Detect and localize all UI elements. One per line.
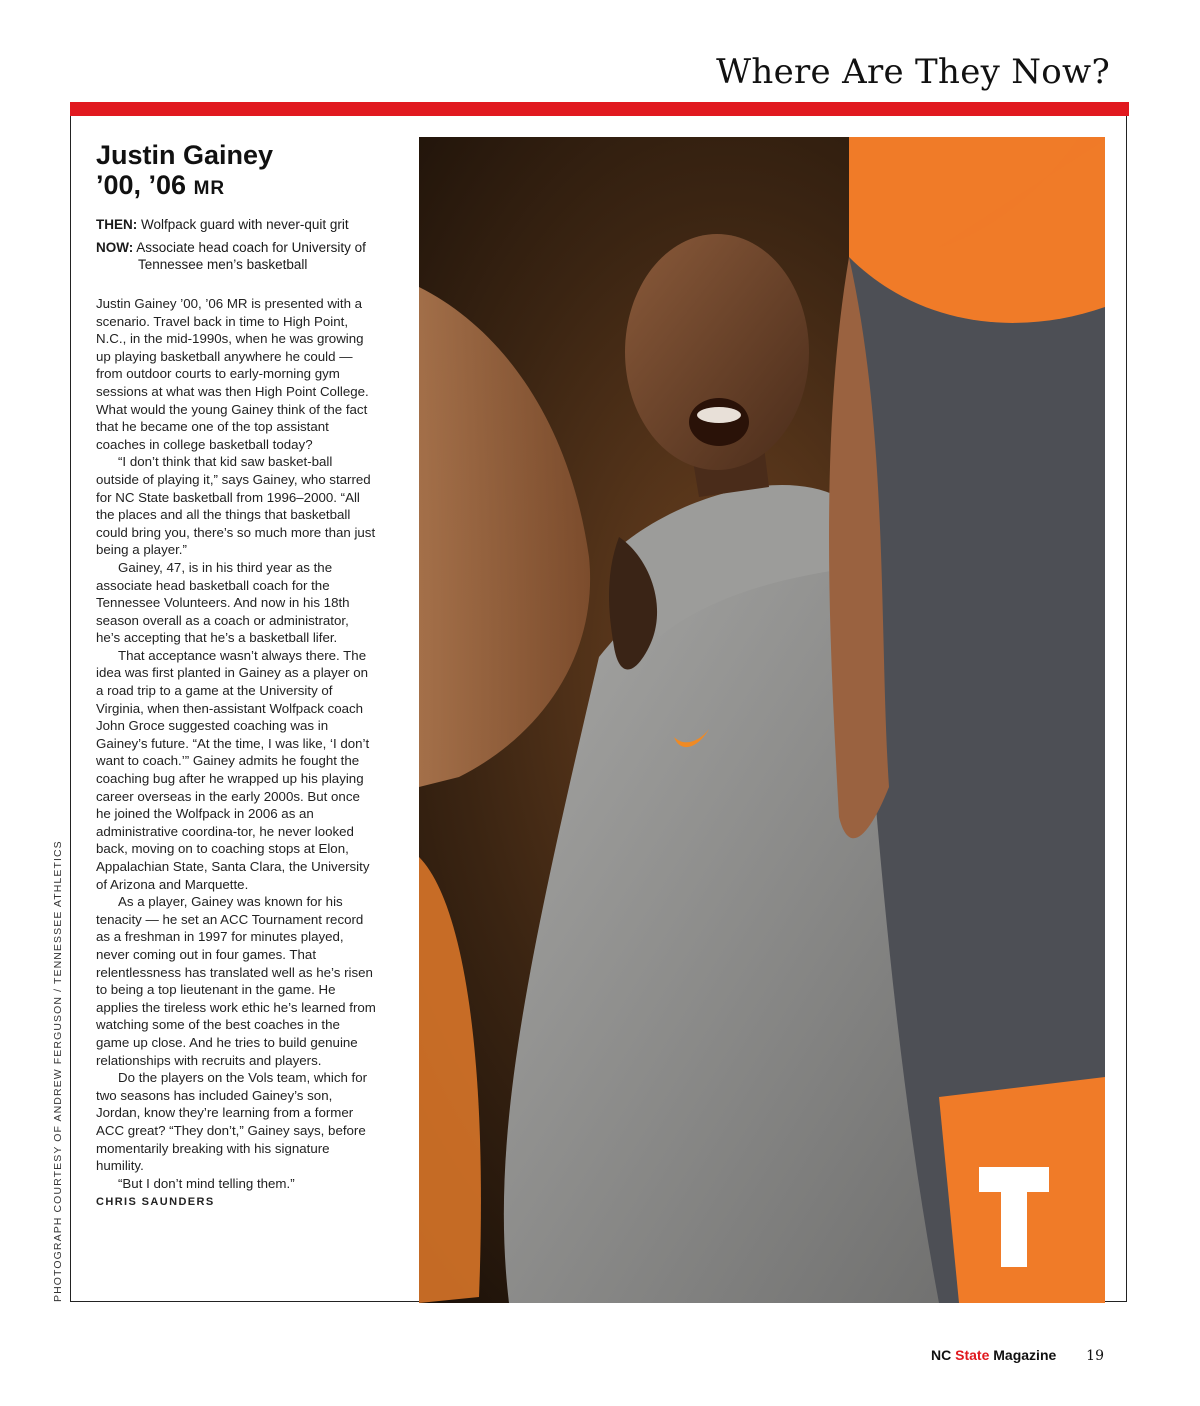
photo-credit: PHOTOGRAPH COURTESY OF ANDREW FERGUSON / TENNESSEE ATHLETICS xyxy=(52,840,64,1302)
magazine-state: State xyxy=(955,1347,990,1363)
paragraph: That acceptance wasn’t always there. The idea was first planted in Gainey as a player on a road trip to a game at the University of Virginia, when then-assistant Wolfpack coach John Groce suggested coaching was in Gainey’s future. “At the time, I was like, ‘I don’t want to coach.’” Gainey admits he fought the coaching bug after he wrapped up his playing career overseas in the early 2000s. But once he joined the Wolfpack in 2006 as an administrative coordina-tor, he never looked back, moving on to coaching stops at Elon, Appalachian State, Santa Clara, the University of Arizona and Marquette. xyxy=(96,647,370,892)
now-line xyxy=(96,239,396,273)
person-name: Justin Gainey xyxy=(96,140,274,170)
coach-photo xyxy=(419,137,1105,1303)
paragraph: Do the players on the Vols team, which for two seasons has included Gainey’s son, Jordan, know they’re learning from a former ACC great? “They don’t,” Gainey says, before momentarily breaking with his signature humility. xyxy=(96,1070,368,1174)
then-text: Wolfpack guard with never-quit grit xyxy=(141,217,349,232)
then-label: THEN: xyxy=(96,217,138,232)
now-label: NOW: xyxy=(96,240,134,255)
article-column xyxy=(96,140,396,1212)
deck xyxy=(96,216,396,273)
paragraph: Gainey, 47, is in his third year as the associate head basketball coach for the Tennessee Volunteers. And now in his 18th season overall as a coach or administrator, he’s accepting that he’s a basketball lifer. xyxy=(96,559,350,646)
magazine-word: Magazine xyxy=(993,1347,1057,1363)
article-body xyxy=(96,295,376,1212)
paragraph: As a player, Gainey was known for his tenacity — he set an ACC Tournament record as a freshman in 1997 for minutes played, never coming out in four games. That relentlessness has translated well as he’s risen to being a top lieutenant in the game. He applies the tireless work ethic he’s learned from watching some of the best coaches in the game up close. And he tries to build genuine relationships with recruits and players. xyxy=(96,894,376,1068)
then-line xyxy=(96,216,396,233)
magazine-nc: NC xyxy=(931,1347,952,1363)
paragraph: “I don’t think that kid saw basket-ball outside of playing it,” says Gainey, who starred for NC State basketball from 1996–2000. “All the places and all the things that basketball could bring you, there’s so much more than just being a player.” xyxy=(96,454,376,558)
paragraph: Justin Gainey ’00, ’06 MR is presented with a scenario. Travel back in time to High Point, N.C., in the mid-1990s, when he was growing up playing basketball anywhere he could — from outdoor courts to early-morning gym sessions at what was then High Point College. What would the young Gainey think of the fact that he became one of the top assistant coaches in college basketball today? xyxy=(96,296,369,452)
class-years: ’00, ’06 xyxy=(96,170,187,200)
paragraph: “But I don’t mind telling them.” xyxy=(118,1175,295,1191)
degree-tag: MR xyxy=(193,178,226,199)
section-title: Where Are They Now? xyxy=(716,52,1110,92)
now-text: Associate head coach for University of Tennessee men’s basketball xyxy=(136,240,366,272)
headline xyxy=(96,140,396,204)
photo-illustration xyxy=(419,137,1105,1303)
byline: CHRIS SAUNDERS xyxy=(96,1196,215,1209)
red-rule xyxy=(70,102,1129,116)
page-number: 19 xyxy=(1086,1348,1104,1364)
page-footer xyxy=(931,1347,1104,1364)
